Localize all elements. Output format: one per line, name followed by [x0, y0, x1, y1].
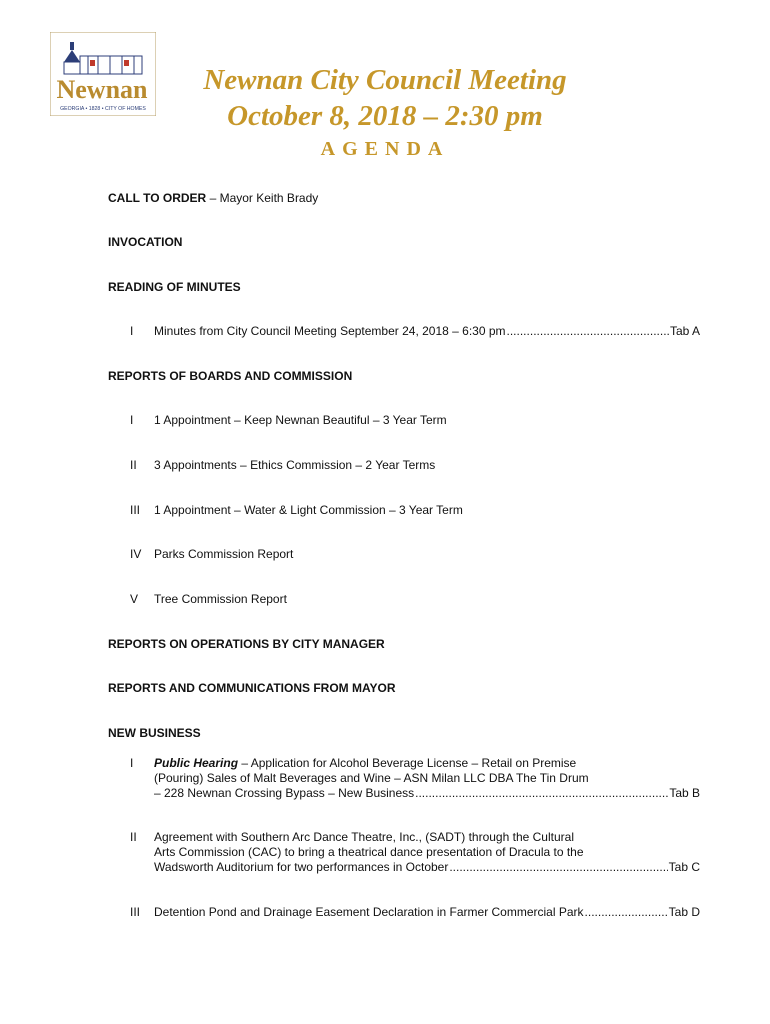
- item-line: [154, 756, 700, 771]
- item-text: – 228 Newnan Crossing Bypass – New Business: [154, 786, 415, 800]
- reports-boards-heading: REPORTS OF BOARDS AND COMMISSION: [108, 369, 353, 383]
- meeting-datetime: October 8, 2018 – 2:30 pm: [227, 100, 543, 132]
- item-text: – Application for Alcohol Beverage License – Retail on Premise: [238, 756, 577, 770]
- item-line: (Pouring) Sales of Malt Beverages and Wine – ASN Milan LLC DBA The Tin Drum: [154, 771, 589, 785]
- dot-leader: [585, 905, 668, 920]
- dot-leader: [415, 786, 668, 801]
- agenda-heading: AGENDA: [320, 138, 450, 160]
- call-to-order-detail: – Mayor Keith Brady: [206, 191, 319, 205]
- item-text: 1 Appointment – Water & Light Commission – 3 Year Term: [154, 503, 463, 517]
- item-number: II: [130, 830, 137, 844]
- item-number: III: [130, 905, 141, 919]
- item-text: Parks Commission Report: [154, 547, 294, 561]
- new-business-heading: NEW BUSINESS: [108, 726, 201, 740]
- agenda-header: [0, 62, 770, 161]
- item-line: Agreement with Southern Arc Dance Theatre, Inc., (SADT) through the Cultural: [154, 830, 574, 844]
- item-line: Arts Commission (CAC) to bring a theatrical dance presentation of Dracula to the: [154, 845, 584, 859]
- dot-leader: [507, 324, 669, 339]
- item-text: 1 Appointment – Keep Newnan Beautiful – 3 Year Term: [154, 413, 447, 427]
- tab-reference: Tab A: [669, 324, 700, 338]
- item-number: I: [130, 413, 134, 427]
- item-number: I: [130, 324, 134, 338]
- item-number: IV: [130, 547, 142, 561]
- item-text: Detention Pond and Drainage Easement Declaration in Farmer Commercial Park: [154, 905, 584, 919]
- call-to-order-label: CALL TO ORDER: [108, 191, 207, 205]
- reading-of-minutes-heading: READING OF MINUTES: [108, 280, 241, 294]
- item-number: I: [130, 756, 134, 770]
- item-number: V: [130, 592, 139, 606]
- new-business-item: [130, 756, 700, 802]
- city-manager-heading: REPORTS ON OPERATIONS BY CITY MANAGER: [108, 637, 385, 651]
- new-business-item: [130, 830, 700, 876]
- tab-reference: Tab B: [669, 786, 700, 800]
- tab-reference: Tab C: [668, 860, 700, 874]
- dot-leader: [449, 860, 667, 875]
- item-text: Tree Commission Report: [154, 592, 287, 606]
- item-text: Wadsworth Auditorium for two performances in October: [154, 860, 449, 874]
- logo-tagline: GEORGIA • 1828 • CITY OF HOMES: [60, 106, 146, 112]
- item-text: Minutes from City Council Meeting September 24, 2018 – 6:30 pm: [154, 324, 506, 338]
- item-number: II: [130, 458, 137, 472]
- tab-reference: Tab D: [668, 905, 700, 919]
- logo-wordmark: Newnan: [56, 75, 148, 104]
- item-text: 3 Appointments – Ethics Commission – 2 Year Terms: [154, 458, 436, 472]
- meeting-title: Newnan City Council Meeting: [203, 64, 567, 96]
- item-number: III: [130, 503, 141, 517]
- public-hearing-label: Public Hearing: [154, 756, 239, 770]
- call-to-order-heading: [108, 191, 318, 205]
- invocation-heading: INVOCATION: [108, 235, 183, 249]
- mayor-heading: REPORTS AND COMMUNICATIONS FROM MAYOR: [108, 681, 396, 695]
